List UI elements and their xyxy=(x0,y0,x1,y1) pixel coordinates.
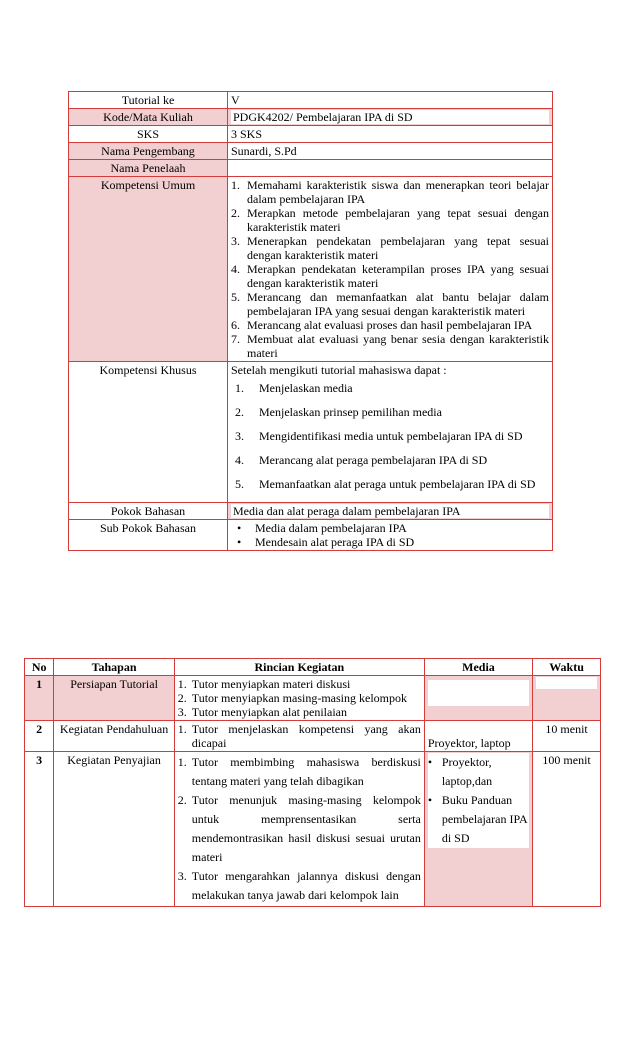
list-item: 3. Menerapkan pendekatan pembelajaran yang tepat sesuai dengan karakteristik materi xyxy=(231,234,549,262)
kompetensi-umum-list xyxy=(231,178,549,360)
row-waktu: 100 menit xyxy=(533,752,601,907)
media-list xyxy=(428,753,529,848)
list-item: 2. Tutor menunjuk masing-masing kelompok untuk memprensentasikan serta mendemontrasikan hasil diskusi sesuai urutan materi xyxy=(177,793,421,864)
kompetensi-khusus-intro: Setelah mengikuti tutorial mahasiswa dapat : xyxy=(231,363,447,377)
list-item: 5. Merancang dan memanfaatkan alat bantu belajar dalam pembelajaran IPA yang sesuai dengan karakteristik materi xyxy=(231,290,549,318)
info-row-penelaah xyxy=(69,160,553,177)
label-nama-penelaah: Nama Penelaah xyxy=(69,160,228,177)
rincian-list xyxy=(178,753,421,905)
tutorial-info-table xyxy=(68,91,553,551)
info-row-kompetensi-umum xyxy=(69,177,553,362)
kompetensi-khusus-list xyxy=(231,381,549,492)
rincian-list xyxy=(178,677,421,719)
list-item: 3. Tutor mengarahkan jalannya diskusi dengan melakukan tanya jawab dari kelompok lain xyxy=(177,869,421,902)
activity-table xyxy=(24,658,601,907)
list-item: 1. Tutor membimbing mahasiswa berdiskusi tentang materi yang telah dibagikan xyxy=(177,755,421,788)
list-item: 7. Membuat alat evaluasi yang benar sesia dengan karakteristik materi xyxy=(231,332,549,360)
header-waktu: Waktu xyxy=(533,659,601,676)
value-kode-mata-kuliah: PDGK4202/ Pembelajaran IPA di SD xyxy=(231,110,549,124)
value-nama-pengembang: Sunardi, S.Pd xyxy=(228,143,553,160)
table-row xyxy=(25,721,601,752)
row-tahapan: Kegiatan Penyajian xyxy=(54,752,174,907)
label-tutorial-ke: Tutorial ke xyxy=(69,92,228,109)
list-item: 5. Memanfaatkan alat peraga untuk pembelajaran IPA di SD xyxy=(235,477,536,491)
info-row-sks xyxy=(69,126,553,143)
row-number: 1 xyxy=(25,676,54,721)
label-kompetensi-khusus: Kompetensi Khusus xyxy=(69,362,228,503)
list-item: 6. Merancang alat evaluasi proses dan hasil pembelajaran IPA xyxy=(231,318,533,332)
row-waktu: 10 menit xyxy=(533,721,601,752)
list-item: 2. Menjelaskan prinsep pemilihan media xyxy=(235,405,442,419)
value-nama-penelaah xyxy=(228,160,553,177)
table-row xyxy=(25,676,601,721)
activity-header-row xyxy=(25,659,601,676)
label-kompetensi-umum: Kompetensi Umum xyxy=(69,177,228,362)
list-item: 2. Tutor menyiapkan masing-masing kelompok xyxy=(177,691,407,705)
row-number: 2 xyxy=(25,721,54,752)
list-item: • Media dalam pembelajaran IPA xyxy=(237,521,407,535)
info-row-pokok-bahasan xyxy=(69,503,553,520)
list-item: 4. Merancang alat peraga pembelajaran IPA di SD xyxy=(235,453,488,467)
list-item: 1. Tutor menjelaskan kompetensi yang akan dicapai xyxy=(177,722,421,750)
header-media: Media xyxy=(424,659,532,676)
label-sks: SKS xyxy=(69,126,228,143)
label-nama-pengembang: Nama Pengembang xyxy=(69,143,228,160)
label-pokok-bahasan: Pokok Bahasan xyxy=(69,503,228,520)
row-waktu xyxy=(536,677,597,689)
info-row-sub-pokok-bahasan xyxy=(69,520,553,551)
info-row-kompetensi-khusus xyxy=(69,362,553,503)
list-item: 1. Tutor menyiapkan materi diskusi xyxy=(177,677,351,691)
media-empty xyxy=(428,680,529,706)
list-item: 3. Mengidentifikasi media untuk pembelajaran IPA di SD xyxy=(235,429,523,443)
list-item: 2. Merapkan metode pembelajaran yang tepat sesuai dengan karakteristik materi xyxy=(231,206,549,234)
label-sub-pokok-bahasan: Sub Pokok Bahasan xyxy=(69,520,228,551)
header-rincian: Rincian Kegiatan xyxy=(174,659,424,676)
row-number: 3 xyxy=(25,752,54,907)
list-item: 3. Tutor menyiapkan alat penilaian xyxy=(177,705,347,719)
info-row-kode xyxy=(69,109,553,126)
header-tahapan: Tahapan xyxy=(54,659,174,676)
table-row xyxy=(25,752,601,907)
header-no: No xyxy=(25,659,54,676)
rincian-list xyxy=(178,722,421,750)
list-item: • Mendesain alat peraga IPA di SD xyxy=(237,535,415,549)
list-item: 4. Merapkan pendekatan keterampilan proses IPA yang sesuai dengan karakteristik materi xyxy=(231,262,549,290)
info-row-tutorial xyxy=(69,92,553,109)
row-tahapan: Persiapan Tutorial xyxy=(54,676,174,721)
list-item: • Proyektor, laptop,dan xyxy=(427,755,493,788)
value-pokok-bahasan: Media dan alat peraga dalam pembelajaran IPA xyxy=(231,504,549,518)
value-sks: 3 SKS xyxy=(228,126,553,143)
list-item: 1. Memahami karakteristik siswa dan menerapkan teori belajar dalam pembelajaran IPA xyxy=(231,178,549,206)
label-kode-mata-kuliah: Kode/Mata Kuliah xyxy=(69,109,228,126)
value-tutorial-ke: V xyxy=(228,92,553,109)
row-media: Proyektor, laptop xyxy=(424,721,532,752)
row-tahapan: Kegiatan Pendahuluan xyxy=(54,721,174,752)
list-item: • Buku Panduan pembelajaran IPA di SD xyxy=(427,793,528,845)
info-row-pengembang xyxy=(69,143,553,160)
sub-pokok-bahasan-list xyxy=(231,521,549,549)
list-item: 1. Menjelaskan media xyxy=(235,381,353,395)
